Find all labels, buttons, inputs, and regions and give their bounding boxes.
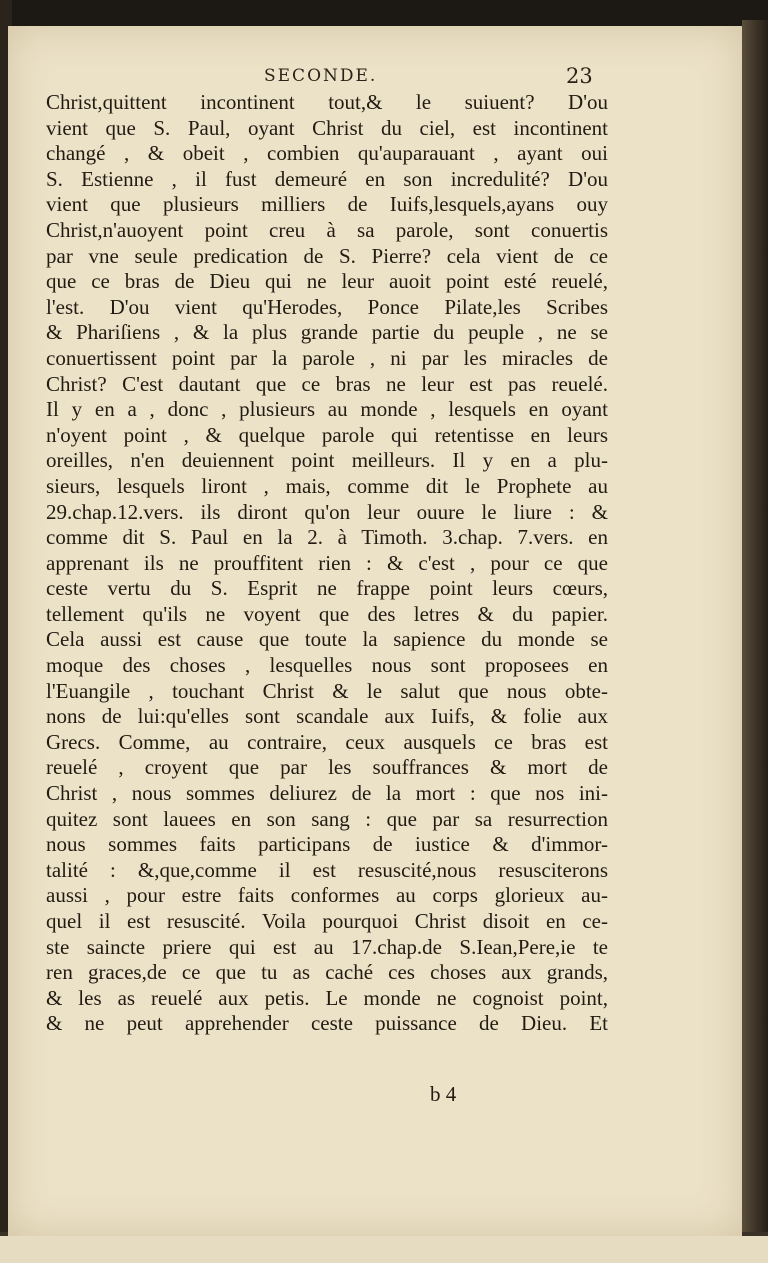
text-line: apprenant ils ne prouffitent rien : & c'est , pour ce que [46,550,608,575]
text-line: Il y en a , donc , plusieurs au monde , lesquels en oyant [46,397,608,422]
text-line: quitez sont lauees en son sang : que par sa resurrection [46,806,608,831]
text-line: l'Euangile , touchant Christ & le salut que nous obte- [46,678,608,703]
text-line: sieurs, lesquels liront , mais, comme dit le Prophete au [46,473,608,498]
text-line: aussi , pour estre faits conformes au corps glorieux au- [46,883,608,908]
text-line: Christ? C'est dautant que ce bras ne leur est pas reuelé. [46,371,608,396]
text-line: vient que plusieurs milliers de Iuifs,lesquels,ayans ouy [46,192,608,217]
text-line: talité : &,que,comme il est resuscité,nous resusciterons [46,857,608,882]
text-line: n'oyent point , & quelque parole qui retentisse en leurs [46,422,608,447]
running-head: SECONDE. [264,66,378,86]
text-line: nons de lui:qu'elles sont scandale aux Iuifs, & folie aux [46,704,608,729]
text-line: Christ , nous sommes deliurez de la mort : que nos ini- [46,781,608,806]
text-line: conuertissent point par la parole , ni par les miracles de [46,345,608,370]
text-line: tellement qu'ils ne voyent que des letres & du papier. [46,601,608,626]
text-line: 29.chap.12.vers. ils diront qu'on leur ouure le liure : & [46,499,608,524]
text-line: Cela aussi est cause que toute la sapience du monde se [46,627,608,652]
text-line: & les as reuelé aux petis. Le monde ne cognoist point, [46,985,608,1010]
text-line: oreilles, n'en deuiennent point meilleurs. Il y en a plu- [46,448,608,473]
text-line: vient que S. Paul, oyant Christ du ciel, est incontinent [46,115,608,140]
text-line: & Phariſiens , & la plus grande partie du peuple , ne se [46,320,608,345]
text-line: ren graces,de ce que tu as caché ces choses aux grands, [46,960,608,985]
text-line: l'est. D'ou vient qu'Herodes, Ponce Pilate,les Scribes [46,294,608,319]
signature-mark: b 4 [430,1082,457,1106]
text-line: Grecs. Comme, au contraire, ceux ausquels ce bras est [46,729,608,754]
text-line: Christ,quittent incontinent tout,& le suiuent? D'ou [46,90,608,114]
text-line: Christ,n'auoyent point creu à sa parole, sont conuertis [46,217,608,242]
next-page-edge [0,1236,768,1263]
text-line: par vne seule predication de S. Pierre? cela vient de ce [46,243,608,268]
text-line: quel il est resuscité. Voila pourquoi Christ disoit en ce- [46,909,608,933]
text-line: ceste vertu du S. Esprit ne frappe point leurs cœurs, [46,576,608,601]
text-line: changé , & obeit , combien qu'auparauant , ayant oui [46,141,608,166]
text-line: ste saincte priere qui est au 17.chap.de S.Iean,Pere,ie te [46,934,608,959]
text-line: que ce bras de Dieu qui ne leur auoit point esté reuelé, [46,269,608,294]
text-line: nous sommes faits participans de iustice & d'immor- [46,832,608,857]
page-number: 23 [566,64,593,88]
text-line: comme dit S. Paul en la 2. à Timoth. 3.chap. 7.vers. en [46,525,608,550]
scan-background-right [742,20,768,1250]
text-line: & ne peut apprehender ceste puissance de Dieu. Et [46,1011,608,1036]
body-text [46,90,608,1037]
text-line: S. Estienne , il fust demeuré en son incredulité? D'ou [46,166,608,191]
text-line: moque des choses , lesquelles nous sont proposees en [46,653,608,678]
text-line: reuelé , croyent que par les souffrances & mort de [46,755,608,780]
